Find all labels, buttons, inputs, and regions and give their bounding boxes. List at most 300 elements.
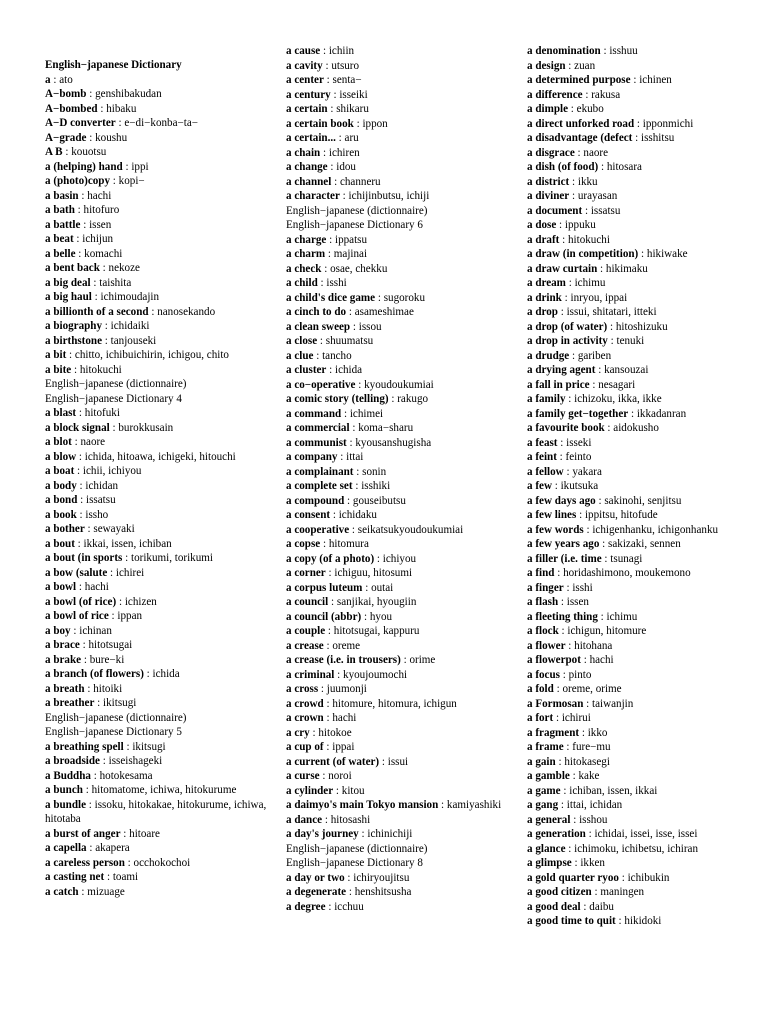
entry-separator: : (553, 712, 562, 724)
entry-definition: hachi (332, 712, 357, 724)
dictionary-column-1 (45, 58, 281, 899)
dictionary-entry (527, 392, 763, 407)
dictionary-entry (45, 667, 281, 682)
dictionary-entry (286, 552, 522, 567)
entry-separator: : (74, 537, 84, 550)
entry-separator: : (607, 320, 616, 333)
entry-headword: a denomination (527, 45, 601, 57)
entry-headword: a few lines (527, 509, 577, 521)
entry-separator: : (330, 509, 339, 521)
entry-separator: : (597, 262, 606, 275)
entry-separator: : (73, 233, 83, 245)
entry-headword: a co−operative (286, 378, 356, 391)
entry-headword: a clean sweep (286, 320, 351, 333)
entry-definition: ichiban, issen, ikkai (569, 784, 658, 797)
dictionary-entry (286, 769, 522, 784)
entry-separator: : (66, 349, 75, 361)
dictionary-entry (286, 595, 522, 610)
dictionary-entry (45, 174, 281, 189)
entry-separator: : (322, 59, 332, 72)
dictionary-entry (286, 276, 522, 291)
entry-definition: hitofuro (83, 204, 120, 216)
entry-definition: naore (583, 146, 609, 159)
entry-definition: hitohana (574, 639, 613, 652)
entry-definition: hachi (84, 581, 109, 593)
entry-headword: a book (45, 508, 77, 521)
entry-definition: pinto (568, 668, 592, 681)
entry-headword: a burst of anger (45, 827, 121, 840)
dictionary-title (45, 58, 281, 73)
entry-separator: : (122, 552, 132, 564)
entry-separator: : (76, 450, 85, 463)
entry-definition: akapera (95, 842, 130, 854)
entry-separator: : (108, 610, 118, 622)
entry-headword: a flowerpot (527, 654, 581, 666)
entry-separator: : (438, 799, 447, 811)
entry-separator: : (388, 393, 398, 405)
entry-definition: ikitsugi (103, 697, 137, 709)
entry-definition: issui, shitatari, itteki (566, 306, 657, 318)
dictionary-entry (286, 494, 522, 509)
dictionary-entry (527, 218, 763, 233)
entry-separator: : (313, 349, 323, 362)
dictionary-entry (527, 595, 763, 610)
entry-separator: : (75, 247, 85, 260)
dictionary-entry (45, 754, 281, 769)
entry-separator: : (352, 480, 362, 492)
entry-separator: : (604, 422, 614, 434)
entry-headword: a good time to quit (527, 915, 616, 927)
entry-separator: : (565, 393, 575, 405)
entry-definition: kamiyashiki (446, 799, 502, 811)
entry-separator: : (568, 103, 577, 115)
entry-separator: : (344, 871, 354, 884)
dictionary-entry (45, 305, 281, 320)
entry-definition: issho (85, 508, 109, 521)
entry-definition: ittai (346, 451, 364, 463)
page-header-line: English−japanese (dictionnaire) (286, 842, 428, 855)
entry-separator: : (321, 262, 331, 275)
dictionary-entry (286, 740, 522, 755)
entry-headword: a bundle (45, 798, 87, 811)
entry-headword: a determined purpose (527, 74, 631, 86)
entry-headword: a few years ago (527, 538, 600, 550)
entry-separator: : (84, 682, 94, 695)
entry-definition: outai (371, 581, 394, 594)
entry-definition: torikumi, torikumi (131, 552, 213, 564)
entry-definition: hibaku (106, 102, 137, 115)
entry-definition: isshi (326, 277, 347, 289)
entry-headword: a direct unforked road (527, 117, 635, 130)
entry-headword: a bath (45, 204, 75, 216)
entry-separator: : (86, 88, 96, 100)
entry-separator: : (62, 146, 72, 158)
dictionary-entry (527, 450, 763, 465)
entry-separator: : (558, 799, 567, 811)
entry-definition: nesagari (598, 378, 636, 391)
entry-separator: : (565, 842, 575, 855)
dictionary-entry (527, 537, 763, 552)
dictionary-entry (45, 334, 281, 349)
entry-definition: kake (578, 770, 600, 782)
entry-headword: a body (45, 479, 77, 492)
entry-definition: komachi (84, 247, 123, 260)
entry-headword: a catch (45, 885, 79, 898)
dictionary-entry (45, 218, 281, 233)
entry-definition: ichimei (349, 407, 384, 420)
entry-separator: : (80, 218, 90, 231)
entry-separator: : (598, 161, 607, 173)
dictionary-entry (286, 465, 522, 480)
dictionary-entry (286, 697, 522, 712)
entry-separator: : (86, 131, 96, 144)
entry-definition: hitotsugai, kappuru (333, 625, 420, 637)
entry-separator: : (317, 277, 327, 289)
entry-separator: : (104, 871, 113, 883)
dictionary-entry (527, 494, 763, 509)
dictionary-entry (286, 175, 522, 190)
entry-headword: a copse (286, 538, 321, 550)
entry-separator: : (565, 639, 575, 652)
entry-headword: a cinch to do (286, 306, 347, 318)
entry-definition: shuumatsu (325, 335, 374, 347)
entry-definition: ikkai, issen, ichiban (83, 537, 172, 550)
entry-separator: : (97, 102, 107, 115)
entry-separator: : (349, 422, 359, 434)
entry-separator: : (579, 726, 588, 739)
entry-definition: hitoshizuku (615, 320, 668, 333)
entry-headword: a company (286, 451, 338, 463)
dictionary-entry (286, 668, 522, 683)
dictionary-entry (527, 73, 763, 88)
dictionary-entry (286, 827, 522, 842)
entry-separator: : (124, 856, 134, 869)
entry-separator: : (120, 827, 130, 840)
entry-headword: a draft (527, 233, 560, 246)
entry-definition: isshi (572, 581, 593, 594)
entry-headword: a charm (286, 248, 326, 260)
dictionary-entry (527, 813, 763, 828)
entry-separator: : (569, 190, 578, 202)
entry-separator: : (325, 625, 334, 637)
entry-definition: bure−ki (89, 653, 125, 666)
entry-separator: : (320, 538, 329, 550)
entry-separator: : (350, 320, 359, 333)
entry-definition: ippi (131, 160, 149, 173)
entry-headword: a good deal (527, 900, 581, 913)
dictionary-entry (286, 726, 522, 741)
entry-definition: hikidoki (624, 915, 662, 927)
entry-separator: : (580, 654, 590, 666)
entry-headword: a fragment (527, 726, 580, 739)
entry-definition: kyoujoumochi (343, 668, 408, 681)
entry-separator: : (318, 683, 327, 695)
entry-separator: : (344, 494, 353, 507)
entry-definition: ichinan (79, 624, 112, 637)
entry-definition: hitokoe (318, 726, 352, 739)
dictionary-entry (527, 740, 763, 755)
entry-headword: a design (527, 59, 566, 72)
entry-definition: aru (344, 132, 359, 144)
entry-headword: a battle (45, 218, 81, 231)
entry-headword: a difference (527, 88, 583, 101)
dictionary-entry (286, 479, 522, 494)
entry-definition: tanjouseki (110, 334, 157, 347)
entry-definition: isseishageki (108, 755, 163, 767)
entry-definition: ikutsuka (560, 480, 599, 492)
dictionary-entry (286, 755, 522, 770)
entry-headword: a bout (in sports (45, 552, 123, 564)
entry-separator: : (558, 596, 567, 608)
entry-separator: : (122, 160, 132, 173)
entry-headword: a chain (286, 146, 321, 159)
entry-definition: ichimu (574, 277, 606, 289)
entry-headword: a feast (527, 436, 558, 449)
entry-separator: : (71, 436, 81, 448)
dictionary-entry (286, 160, 522, 175)
dictionary-entry (45, 537, 281, 552)
page-header-line: English−japanese (dictionnaire) (45, 711, 187, 724)
dictionary-entry (527, 508, 763, 523)
entry-definition: ichida (335, 364, 363, 376)
entry-headword: a bent back (45, 262, 100, 274)
entry-separator: : (556, 219, 565, 231)
dictionary-entry (286, 711, 522, 726)
entry-definition: ikkadanran (636, 407, 687, 420)
entry-headword: a day's journey (286, 828, 359, 840)
dictionary-entry (45, 319, 281, 334)
entry-headword: a certain book (286, 117, 354, 130)
entry-headword: a council (abbr) (286, 610, 362, 623)
entry-definition: hitomatome, ichiwa, hitokurume (91, 784, 237, 796)
dictionary-entry (286, 421, 522, 436)
dictionary-entry (527, 784, 763, 799)
dictionary-entry (527, 842, 763, 857)
entry-definition: burokkusain (118, 421, 174, 434)
entry-definition: ipponmichi (642, 117, 694, 130)
entry-headword: a (photo)copy (45, 175, 111, 187)
entry-definition: ichida (152, 668, 180, 680)
entry-definition: genshibakudan (95, 88, 162, 100)
dictionary-entry (286, 392, 522, 407)
entry-definition: kouotsu (71, 146, 107, 158)
entry-headword: a capella (45, 842, 87, 854)
entry-definition: feinto (565, 451, 592, 463)
entry-headword: a generation (527, 828, 586, 840)
entry-headword: a cylinder (286, 784, 334, 797)
entry-definition: ittai, ichidan (566, 799, 623, 811)
entry-definition: naore (80, 436, 106, 448)
entry-headword: a breathing spell (45, 740, 124, 753)
dictionary-entry (527, 349, 763, 364)
entry-headword: a crease (286, 639, 324, 652)
dictionary-entry (45, 406, 281, 421)
entry-definition: henshitsusha (354, 886, 412, 898)
entry-definition: ichiryoujitsu (353, 871, 410, 884)
dictionary-entry (45, 885, 281, 900)
dictionary-entry (45, 145, 281, 160)
dictionary-entry (527, 117, 763, 132)
entry-separator: : (319, 770, 329, 782)
entry-separator: : (358, 828, 368, 840)
entry-definition: urayasan (577, 190, 618, 202)
dictionary-entry (527, 59, 763, 74)
entry-definition: maningen (600, 886, 645, 898)
entry-definition: chitto, ichibuichirin, ichigou, chito (74, 349, 229, 361)
entry-separator: : (331, 175, 340, 188)
entry-separator: : (76, 407, 85, 419)
dictionary-entry (527, 479, 763, 494)
entry-separator: : (335, 132, 345, 144)
entry-definition: hitofuki (84, 407, 120, 419)
entry-headword: a family (527, 393, 566, 405)
entry-definition: ippitsu, hitofude (584, 509, 658, 521)
entry-separator: : (569, 175, 578, 188)
entry-separator: : (353, 465, 363, 478)
entry-definition: yakara (572, 465, 602, 478)
dictionary-entry (286, 900, 522, 915)
entry-headword: a blow (45, 450, 77, 463)
entry-separator: : (325, 567, 335, 579)
entry-headword: a degenerate (286, 886, 347, 898)
dictionary-entry (286, 88, 522, 103)
entry-definition: rakusa (591, 88, 621, 101)
entry-separator: : (560, 784, 570, 797)
entry-separator: : (99, 262, 109, 274)
entry-headword: a Buddha (45, 769, 91, 782)
entry-headword: a bow (salute (45, 566, 108, 579)
entry-separator: : (555, 755, 565, 768)
dictionary-entry (527, 668, 763, 683)
entry-definition: seikatsukyoudoukumiai (357, 523, 464, 536)
dictionary-entry (527, 900, 763, 915)
entry-headword: a cavity (286, 59, 323, 72)
entry-separator: : (563, 581, 573, 594)
entry-headword: a fleeting thing (527, 610, 598, 623)
dictionary-entry (527, 798, 763, 813)
entry-separator: : (86, 842, 96, 854)
dictionary-entry (45, 682, 281, 697)
entry-headword: a daimyo's main Tokyo mansion (286, 799, 439, 811)
entry-separator: : (76, 479, 86, 492)
dictionary-entry (527, 305, 763, 320)
entry-headword: a boat (45, 465, 75, 477)
entry-headword: a fort (527, 712, 554, 724)
dictionary-entry (45, 290, 281, 305)
dictionary-entry (286, 639, 522, 654)
entry-separator: : (353, 117, 363, 130)
entry-separator: : (90, 276, 100, 289)
entry-definition: sanjikai, hyougiin (336, 596, 417, 608)
entry-separator: : (330, 88, 340, 101)
entry-headword: a feint (527, 451, 557, 463)
entry-separator: : (582, 88, 592, 101)
entry-headword: a brace (45, 639, 80, 651)
entry-headword: a bit (45, 349, 67, 361)
entry-separator: : (76, 581, 85, 593)
entry-definition: sugoroku (383, 291, 425, 304)
entry-definition: hitokuchi (568, 233, 610, 246)
dictionary-entry (527, 44, 763, 59)
entry-separator: : (327, 103, 337, 115)
dictionary-entry (527, 755, 763, 770)
entry-separator: : (379, 755, 388, 768)
entry-headword: a fellow (527, 465, 564, 478)
entry-separator: : (374, 552, 383, 565)
entry-separator: : (349, 523, 358, 536)
entry-separator: : (320, 45, 329, 57)
dictionary-entry (286, 407, 522, 422)
entry-separator: : (601, 552, 611, 565)
entry-separator: : (76, 508, 86, 521)
dictionary-entry (45, 508, 281, 523)
entry-headword: a cluster (286, 364, 327, 376)
entry-separator: : (583, 523, 593, 536)
entry-definition: mizuage (87, 885, 125, 898)
entry-definition: kansouzai (604, 364, 649, 376)
dictionary-entry (527, 291, 763, 306)
entry-definition: ichijun (82, 233, 114, 245)
dictionary-entry (286, 233, 522, 248)
entry-definition: channeru (339, 175, 381, 188)
entry-headword: a certain... (286, 132, 336, 144)
entry-headword: a criminal (286, 668, 335, 681)
entry-headword: a bowl of rice (45, 610, 109, 622)
entry-definition: sonin (362, 465, 387, 478)
entry-separator: : (341, 407, 350, 420)
entry-headword: a curse (286, 770, 320, 782)
entry-separator: : (70, 624, 80, 637)
dictionary-column-3 (527, 44, 763, 929)
dictionary-entry (45, 769, 281, 784)
entry-headword: a bond (45, 494, 78, 506)
dictionary-entry (45, 450, 281, 465)
entry-headword: a crowd (286, 697, 324, 710)
entry-headword: a billionth of a second (45, 305, 149, 318)
dictionary-entry (286, 305, 522, 320)
entry-separator: : (346, 886, 355, 898)
entry-definition: isseiki (339, 88, 368, 101)
dictionary-entry (527, 610, 763, 625)
entry-definition: ichizoku, ikka, ikke (574, 393, 662, 405)
dictionary-entry (527, 523, 763, 538)
dictionary-entry (45, 580, 281, 595)
entry-headword: a disadvantage (defect (527, 132, 633, 144)
dictionary-entry (527, 436, 763, 451)
entry-definition: ichirei (115, 566, 145, 579)
entry-definition: ippon (362, 117, 388, 130)
dictionary-title-text: English−japanese Dictionary (45, 59, 182, 71)
entry-separator: : (339, 190, 349, 202)
entry-headword: a (45, 73, 51, 86)
entry-headword: a dance (286, 813, 323, 826)
dictionary-entry (286, 813, 522, 828)
dictionary-entry (527, 276, 763, 291)
entry-separator: : (591, 886, 601, 898)
entry-separator: : (148, 305, 158, 318)
entry-headword: a copy (of a photo) (286, 552, 375, 565)
entry-headword: a biography (45, 320, 103, 332)
entry-headword: a find (527, 567, 555, 579)
dictionary-entry (527, 146, 763, 161)
dictionary-entry (286, 871, 522, 886)
entry-separator: : (102, 334, 111, 347)
entry-definition: ichinichiji (367, 828, 413, 840)
entry-separator: : (116, 595, 125, 608)
entry-separator: : (561, 291, 571, 304)
entry-headword: a glimpse (527, 857, 572, 869)
dictionary-entry (45, 276, 281, 291)
